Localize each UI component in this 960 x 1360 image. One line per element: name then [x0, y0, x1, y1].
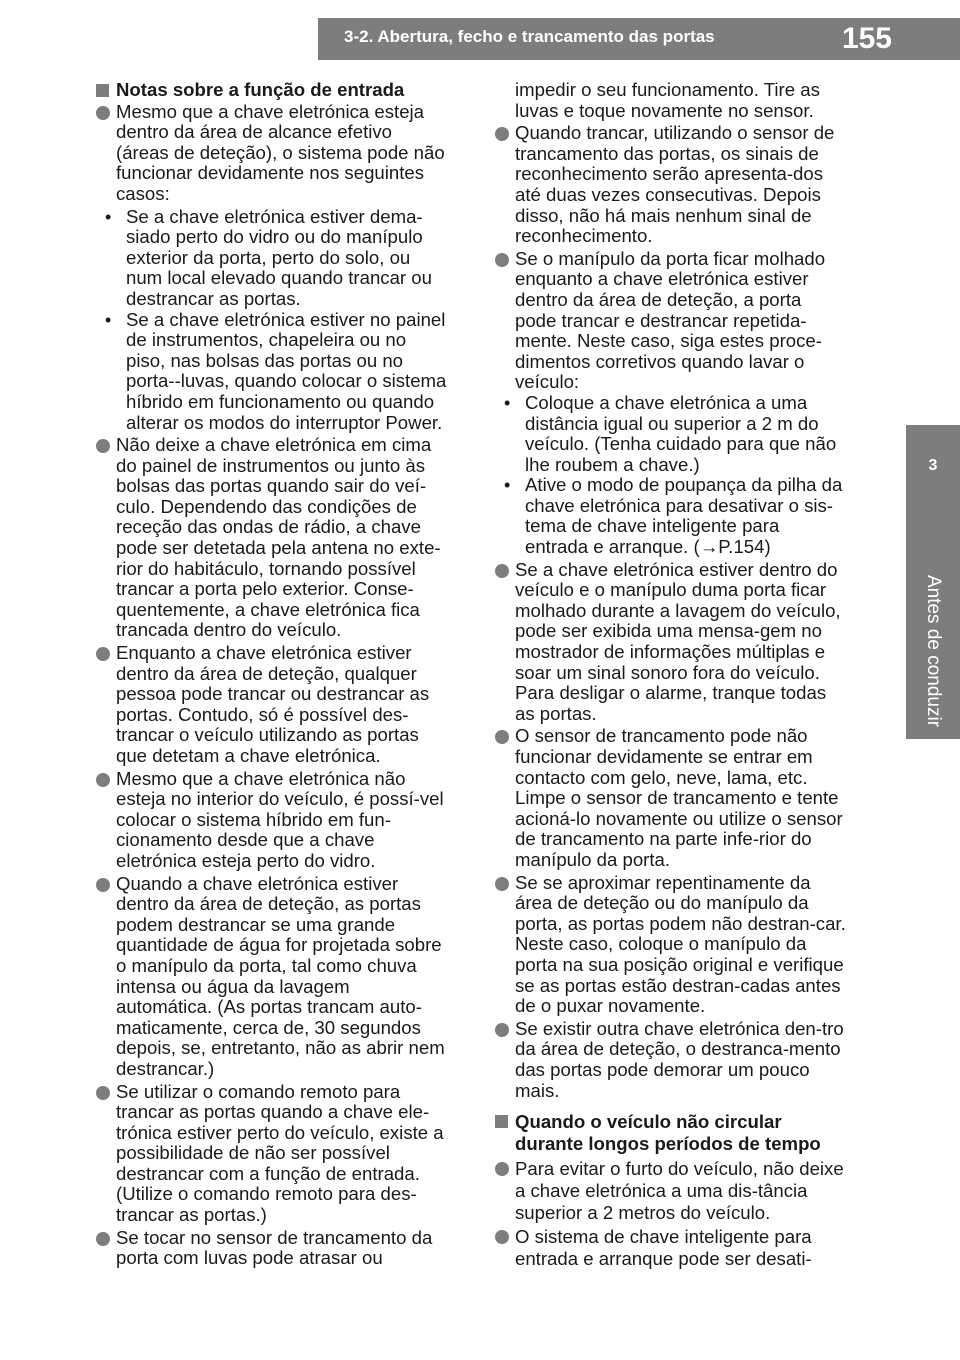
bullet-item [96, 874, 448, 1080]
sub-text: Se a chave eletrónica estiver no painel de instrumentos, chapeleira ou no piso, nas bolsas das portas ou no porta--luvas, quando colocar o sistema híbrido em funcionamento ou quando alterar os modos do interruptor Power. [126, 308, 447, 433]
sub-item [495, 393, 847, 475]
sub-text: Se a chave eletrónica estiver dema-siado perto do vidro ou do manípulo exterior da porta, perto do solo, ou num local elevado quando trancar ou destrancar as portas. [126, 205, 432, 309]
bullet-text: Se se aproximar repentinamente da área de deteção ou do manípulo da porta, as portas podem não destran-car. Neste caso, coloque o manípulo da porta na sua posição original e verifique se as portas estão destran-cadas antes de o puxar novamente. [515, 871, 846, 1017]
circle-bullet-icon [495, 1162, 509, 1176]
right-column [495, 80, 847, 1272]
bullet-item [96, 102, 448, 205]
bullet-text: Se tocar no sensor de trancamento da porta com luvas pode atrasar ou [116, 1226, 433, 1269]
chapter-tab [906, 425, 960, 739]
bullet-item [495, 1226, 847, 1270]
square-bullet-icon [96, 84, 109, 97]
circle-bullet-icon [495, 730, 509, 744]
bullet-item [96, 435, 448, 641]
bullet-text: Quando a chave eletrónica estiver dentro da área de deteção, as portas podem destrancar se uma grande quantidade de água for projetada sobre o manípulo da porta, tal como chuva intensa ou água da lavagem automática. (As portas trancam auto-maticamente, cerca de, 30 segundos depois, se, entretanto, não as abrir nem destrancar.) [116, 872, 445, 1079]
chapter-number: 3 [928, 457, 938, 474]
square-bullet-icon [495, 1115, 508, 1128]
spacer [495, 1103, 847, 1111]
bullet-item [495, 560, 847, 725]
bullet-text: Quando trancar, utilizando o sensor de trancamento das portas, os sinais de reconhecimento serão apresenta-dos até duas vezes consecutivas. Depois disso, não há mais nenhum sinal de reconhecimento. [515, 122, 835, 247]
bullet-item [96, 769, 448, 872]
circle-bullet-icon [495, 127, 509, 141]
circle-bullet-icon [495, 1230, 509, 1244]
circle-bullet-icon [495, 564, 509, 578]
circle-bullet-icon [96, 439, 110, 453]
sub-item [495, 475, 847, 557]
dot-bullet-icon: • [504, 392, 511, 413]
bullet-item [96, 1082, 448, 1226]
circle-bullet-icon [96, 878, 110, 892]
sub-text: Coloque a chave eletrónica a uma distância igual ou superior a 2 m do veículo. (Tenha cuidado para que não lhe roubem a chave.) [525, 391, 837, 475]
bullet-item [495, 1158, 847, 1224]
bullet-text: O sistema de chave inteligente para entrada e arranque pode ser desati- [515, 1226, 812, 1270]
circle-bullet-icon [96, 106, 110, 120]
circle-bullet-icon [495, 877, 509, 891]
continued-text: impedir o seu funcionamento. Tire as luvas e toque novamente no sensor. [515, 79, 820, 121]
bullet-item [495, 249, 847, 393]
heading-text: Notas sobre a função de entrada [116, 79, 405, 100]
chapter-label: Antes de conduzir [923, 574, 944, 728]
dot-bullet-icon: • [105, 309, 112, 330]
left-column [96, 80, 448, 1271]
heading-text: Quando o veículo não circular durante longos períodos de tempo [515, 1111, 821, 1155]
bullet-text: O sensor de trancamento pode não funcionar devidamente se entrar em contacto com gelo, neve, lama, etc. Limpe o sensor de trancamento e tente acioná-lo novamente ou utilize o sensor de trancamento na parte infe-rior do manípulo da porta. [515, 725, 843, 870]
sub-item [96, 310, 448, 434]
bullet-text: Enquanto a chave eletrónica estiver dentro da área de deteção, qualquer pessoa pode trancar ou destrancar as portas. Contudo, só é possível des-trancar o veículo utilizando as portas que detetam a chave eletrónica. [116, 642, 430, 766]
page-number: 155 [841, 22, 892, 55]
circle-bullet-icon [96, 1086, 110, 1100]
bullet-text: Mesmo que a chave eletrónica não esteja no interior do veículo, é possí-vel colocar o sistema híbrido em fun-cionamento desde que a chave eletrónica esteja perto do vidro. [116, 767, 444, 871]
bullet-text: Se existir outra chave eletrónica den-tro da área de deteção, o destranca-mento das portas pode demorar um pouco mais. [515, 1017, 844, 1101]
section-heading [495, 1111, 847, 1155]
bullet-item [495, 873, 847, 1017]
bullet-text: Se o manípulo da porta ficar molhado enquanto a chave eletrónica estiver dentro da área de deteção, a porta pode trancar e destrancar repetida-mente. Neste caso, siga estes proce-dimentos corretivos quando lavar o veículo: [515, 247, 826, 393]
dot-bullet-icon: • [504, 475, 511, 496]
circle-bullet-icon [495, 253, 509, 267]
circle-bullet-icon [96, 773, 110, 787]
bullet-item [495, 1019, 847, 1101]
sub-text: Ative o modo de poupança da pilha da chave eletrónica para desativar o sis-tema de chave inteligente para entrada e arranque. (→P.154) [525, 474, 843, 558]
circle-bullet-icon [96, 1232, 110, 1246]
bullet-text: Não deixe a chave eletrónica em cima do painel de instrumentos ou junto às bolsas das portas quando sair do veí-culo. Dependendo das condições de receção das ondas de rádio, a chave pode ser detetada pela antena no exte-rior do habitáculo, tornando possível trancar a porta pelo exterior. Conse-quentemente, a chave eletrónica fica trancada dentro do veículo. [116, 434, 441, 641]
bullet-text: Mesmo que a chave eletrónica esteja dentro da área de alcance efetivo (áreas de deteção), o sistema pode não funcionar devidamente nos seguintes casos: [116, 100, 445, 204]
bullet-text: Se a chave eletrónica estiver dentro do veículo e o manípulo duma porta ficar molhado durante a lavagem do veículo, pode ser exibida uma mensa-gem no mostrador de informações múltiplas e soar um sinal sonoro fora do veículo. Para desligar o alarme, tranque todas as portas. [515, 558, 841, 724]
bullet-item [96, 1228, 448, 1269]
bullet-text: Para evitar o furto do veículo, não deixe a chave eletrónica a uma dis-tância superior a 2 metros do veículo. [515, 1158, 844, 1224]
dot-bullet-icon: • [105, 206, 112, 227]
bullet-item [495, 726, 847, 870]
bullet-item [96, 643, 448, 767]
circle-bullet-icon [495, 1023, 509, 1037]
bullet-item [495, 123, 847, 247]
bullet-text: Se utilizar o comando remoto para trancar as portas quando a chave ele-trónica estiver perto do veículo, existe a possibilidade de não ser possível destrancar com a função de entrada. (Utilize o comando remoto para des-trancar as portas.) [116, 1080, 444, 1226]
section-title: 3-2. Abertura, fecho e trancamento das portas [344, 27, 715, 46]
section-heading [96, 80, 448, 101]
circle-bullet-icon [96, 647, 110, 661]
sub-item [96, 207, 448, 310]
